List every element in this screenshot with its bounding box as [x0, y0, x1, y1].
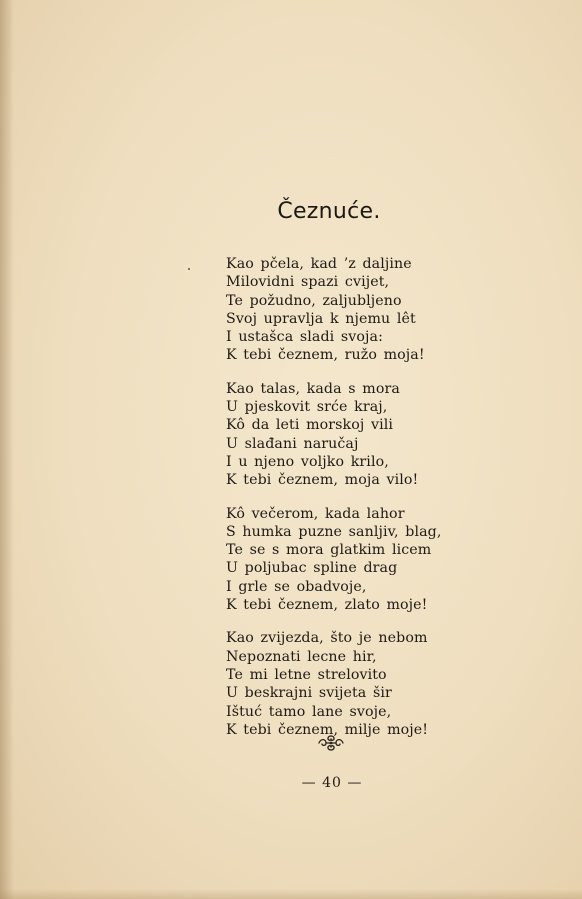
poem-line: Kô večerom, kada lahor [226, 505, 405, 522]
stanza-2 [226, 380, 446, 490]
poem-line: I grle se obadvoje, [226, 578, 367, 595]
page-spine-shadow [0, 0, 14, 899]
poem-body [226, 255, 446, 754]
stanza-4 [226, 629, 446, 739]
poem-line: Kao talas, kada s mora [226, 380, 400, 397]
poem-line: K tebi čeznem, ružo moja! [226, 347, 425, 364]
poem-line: K tebi čeznem, milje moje! [226, 721, 429, 738]
poem-line: I ustašca sladi svoja: [226, 329, 383, 346]
poem-line: I u njeno voljko krilo, [226, 453, 389, 470]
stanza-3 [226, 505, 446, 615]
poem-line: Ištuć tamo lane svoje, [226, 703, 392, 720]
poem-line: Kao zvijezda, što je nebom [226, 630, 428, 647]
poem-line: Svoj upravlja k njemu lêt [226, 310, 416, 327]
poem-line: Milovidni spazi cvijet, [226, 274, 390, 291]
poem-line: U poljubac spline drag [226, 560, 398, 577]
poem-line: Kao pčela, kad ’z daljine [226, 256, 412, 272]
poem-line: K tebi čeznem, zlato moje! [226, 597, 428, 614]
poem-line: K tebi čeznem, moja vilo! [226, 472, 419, 489]
poem-line: Nepoznati lecne hir, [226, 648, 377, 665]
page-number: — 40 — [301, 775, 363, 791]
poem-line: U pjeskovit srće kraj, [226, 399, 388, 416]
poem-line: U slađani naručaj [226, 435, 359, 452]
ink-speck [188, 268, 190, 270]
poem-title: Čeznuće. [277, 199, 381, 224]
poem-line: Te mi letne strelovito [226, 666, 387, 683]
poem-line: Te požudno, zaljubljeno [226, 292, 402, 309]
poem-line: Te se s mora glatkim licem [226, 542, 432, 559]
poem-line: Kô da leti morskoj vili [226, 417, 394, 434]
floral-ornament-icon [317, 734, 345, 752]
page-bottom-edge [0, 889, 582, 899]
poem-line: U beskrajni svijeta šir [226, 685, 392, 702]
stanza-1 [226, 255, 446, 365]
poem-line: S humka puzne sanljiv, blag, [226, 523, 442, 540]
